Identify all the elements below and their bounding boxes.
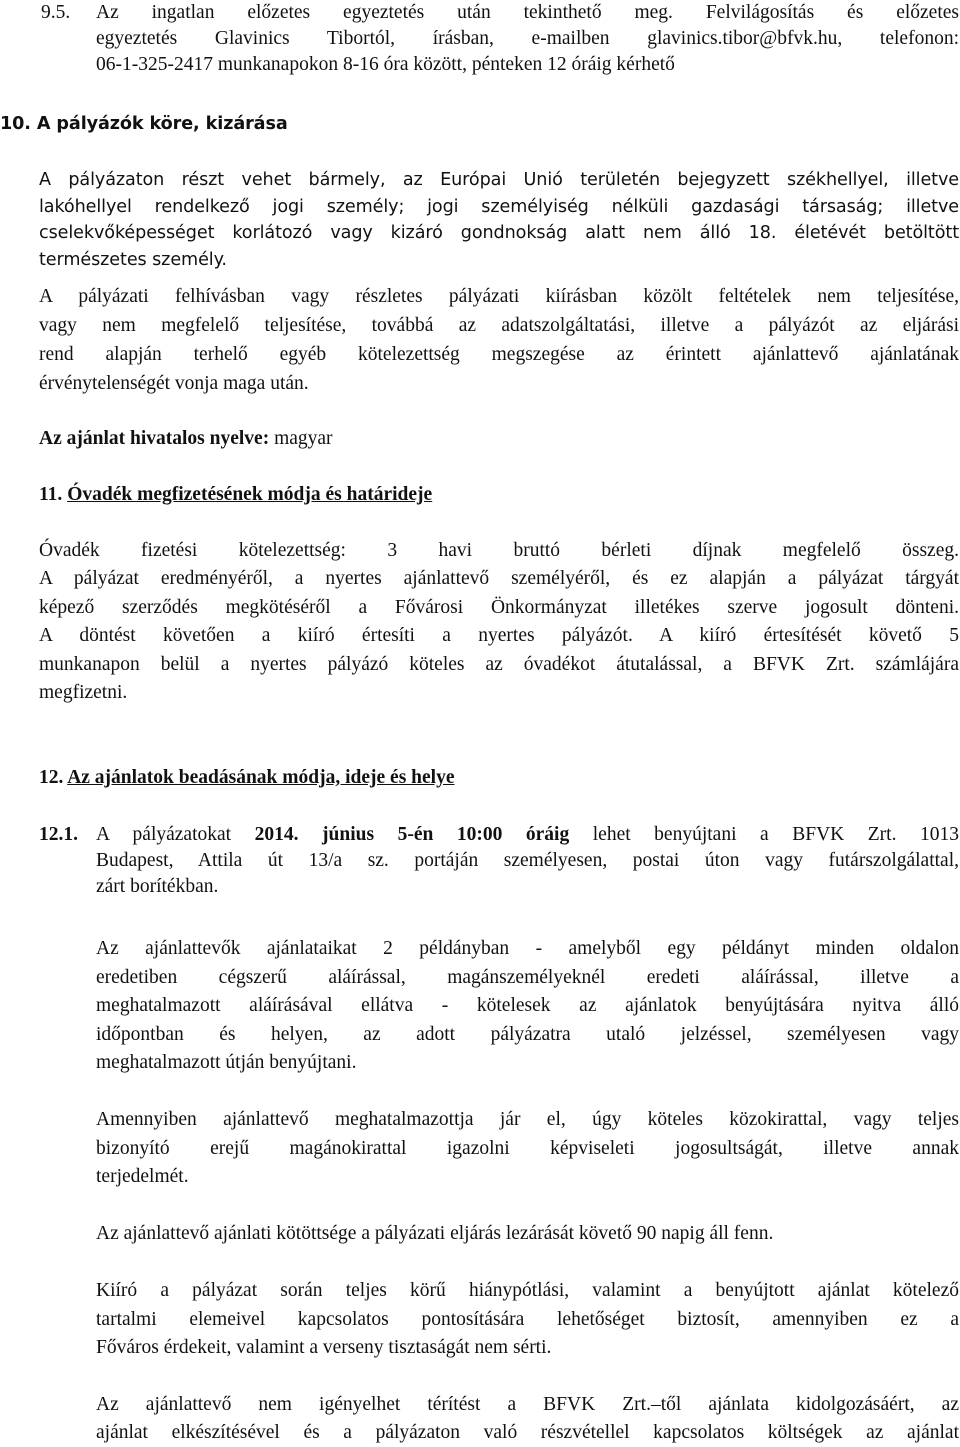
paragraph-binding (96, 1221, 959, 1247)
text-line: A pályázaton részt vehet bármely, az Európai Unió területén bejegyzett székhellyel, illetve (39, 170, 959, 190)
section-number-9-5: 9.5. (41, 2, 71, 23)
text-line: meghatalmazott útján benyújtani. (96, 1052, 357, 1073)
section-10-paragraph-1 (39, 167, 959, 273)
text-line: Főváros érdekeit, valamint a verseny tisztaságát nem sérti. (96, 1337, 552, 1358)
text-line: időpontban és helyen, az adott pályázatra utaló jelzéssel, személyesen vagy (96, 1023, 959, 1045)
text-line: munkanapon belül a nyertes pályázó köteles az óvadékot átutalással, a BFVK Zrt. számlájára (39, 653, 959, 675)
section-12-title: Az ajánlatok beadásának módja, ideje és helye (67, 767, 455, 788)
section-11-title: Óvadék megfizetésének módja és határideje (67, 484, 433, 505)
section-9-5-text (96, 0, 959, 78)
text-line: Az ajánlattevők ajánlataikat 2 példányban - amelyből egy példányt minden oldalon (96, 938, 959, 959)
text-line: meghatalmazott aláírásával ellátva - kötelesek az ajánlatok benyújtására nyitva álló (96, 995, 959, 1016)
section-12-1-number: 12.1. (39, 824, 78, 845)
text-line: eredetiben cégszerű aláírással, magánszemélyeknél eredeti aláírással, illetve a (96, 966, 959, 988)
official-language-value: magyar (269, 428, 333, 449)
text-line: lakóhellyel rendelkező jogi személy; jogi személyiség nélküli gazdasági társaság; illetve (39, 196, 959, 217)
text-line: Óvadék fizetési kötelezettség: 3 havi bruttó bérleti díjnak megfelelő összeg. (39, 540, 959, 561)
text-line: ajánlat elkészítésével és a pályázaton való részvétellel kapcsolatos költségek az ajánlat (96, 1422, 959, 1443)
text-line: érvénytelenségét vonja maga után. (39, 373, 309, 394)
text-line: Kiíró a pályázat során teljes körű hiánypótlási, valamint a benyújtott ajánlat kötelező (96, 1280, 959, 1301)
text-line: Amennyiben ajánlattevő meghatalmazottja jár el, úgy köteles közokirattal, vagy teljes (96, 1109, 959, 1130)
text-line: képező szerződés megkötéséről a Fővárosi Önkormányzat illetékes szerve jogosult dönteni. (39, 596, 959, 618)
text-line: 06-1-325-2417 munkanapokon 8-16 óra között, pénteken 12 óráig kérhető (96, 54, 675, 75)
section-11-number: 11. (39, 484, 63, 505)
paragraph-deficiency (96, 1277, 959, 1363)
deadline-intro: A pályázatokat (96, 824, 255, 845)
text-line: Az ingatlan előzetes egyeztetés után tekinthető meg. Felvilágosítás és előzetes (96, 2, 959, 23)
text-line: rend alapján terhelő egyéb kötelezettség megszegése az érintett ajánlattevő ajánlatának (39, 344, 959, 365)
official-language-label: Az ajánlat hivatalos nyelve: (39, 428, 270, 449)
section-11-heading (39, 482, 959, 508)
text-line: megfizetni. (39, 682, 128, 704)
deadline-date: 2014. június 5-én 10:00 óráig (254, 824, 570, 845)
section-12-heading (39, 765, 959, 791)
section-11-body (39, 537, 959, 707)
text-line: A pályázat eredményéről, a nyertes ajánlattevő személyéről, és ez alapján a pályázat tárgyát (39, 568, 959, 590)
paragraph-copies (96, 935, 959, 1078)
text-line: bizonyító erejű magánokirattal igazolni képviseleti jogosultságát, illetve annak (96, 1137, 959, 1159)
deadline-rest: lehet benyújtani a BFVK Zrt. 1013 (569, 824, 959, 845)
text-line: természetes személy. (39, 249, 227, 270)
section-12-1-text (96, 822, 959, 900)
section-10-heading: 10. A pályázók köre, kizárása (0, 114, 288, 134)
text-line: egyeztetés Glavinics Tibortól, írásban, e-mailben glavinics.tibor@bfvk.hu, telefonon: (96, 28, 959, 49)
text-line: Az ajánlattevő ajánlati kötöttsége a pályázati eljárás lezárását követő 90 napig áll fenn. (96, 1223, 774, 1244)
text-line: cselekvőképességet korlátozó vagy kizáró gondnokság alatt nem álló 18. életévét betöltött (39, 223, 959, 243)
official-language-line (39, 426, 959, 452)
section-10-paragraph-2 (39, 282, 959, 398)
text-line: terjedelmét. (96, 1166, 189, 1187)
text-line: A döntést követően a kiíró értesíti a nyertes pályázót. A kiíró értesítését követő 5 (39, 625, 959, 647)
text-line (96, 822, 959, 848)
text-line: Az ajánlattevő nem igényelhet térítést a BFVK Zrt.–től ajánlata kidolgozásáért, az (96, 1394, 959, 1415)
text-line: A pályázati felhívásban vagy részletes pályázati kiírásban közölt feltételek nem teljesítése, (39, 286, 959, 307)
text-line: vagy nem megfelelő teljesítése, továbbá az adatszolgáltatási, illetve a pályázót az eljárási (39, 315, 959, 336)
paragraph-costs (96, 1391, 959, 1447)
text-line: zárt borítékban. (96, 876, 219, 897)
text-line: Budapest, Attila út 13/a sz. portáján személyesen, postai úton vagy futárszolgálattal, (96, 850, 959, 871)
section-12-number: 12. (39, 767, 64, 788)
text-line: tartalmi elemeivel kapcsolatos pontosítására lehetőséget biztosít, amennyiben ez a (96, 1308, 959, 1330)
paragraph-proxy (96, 1106, 959, 1192)
